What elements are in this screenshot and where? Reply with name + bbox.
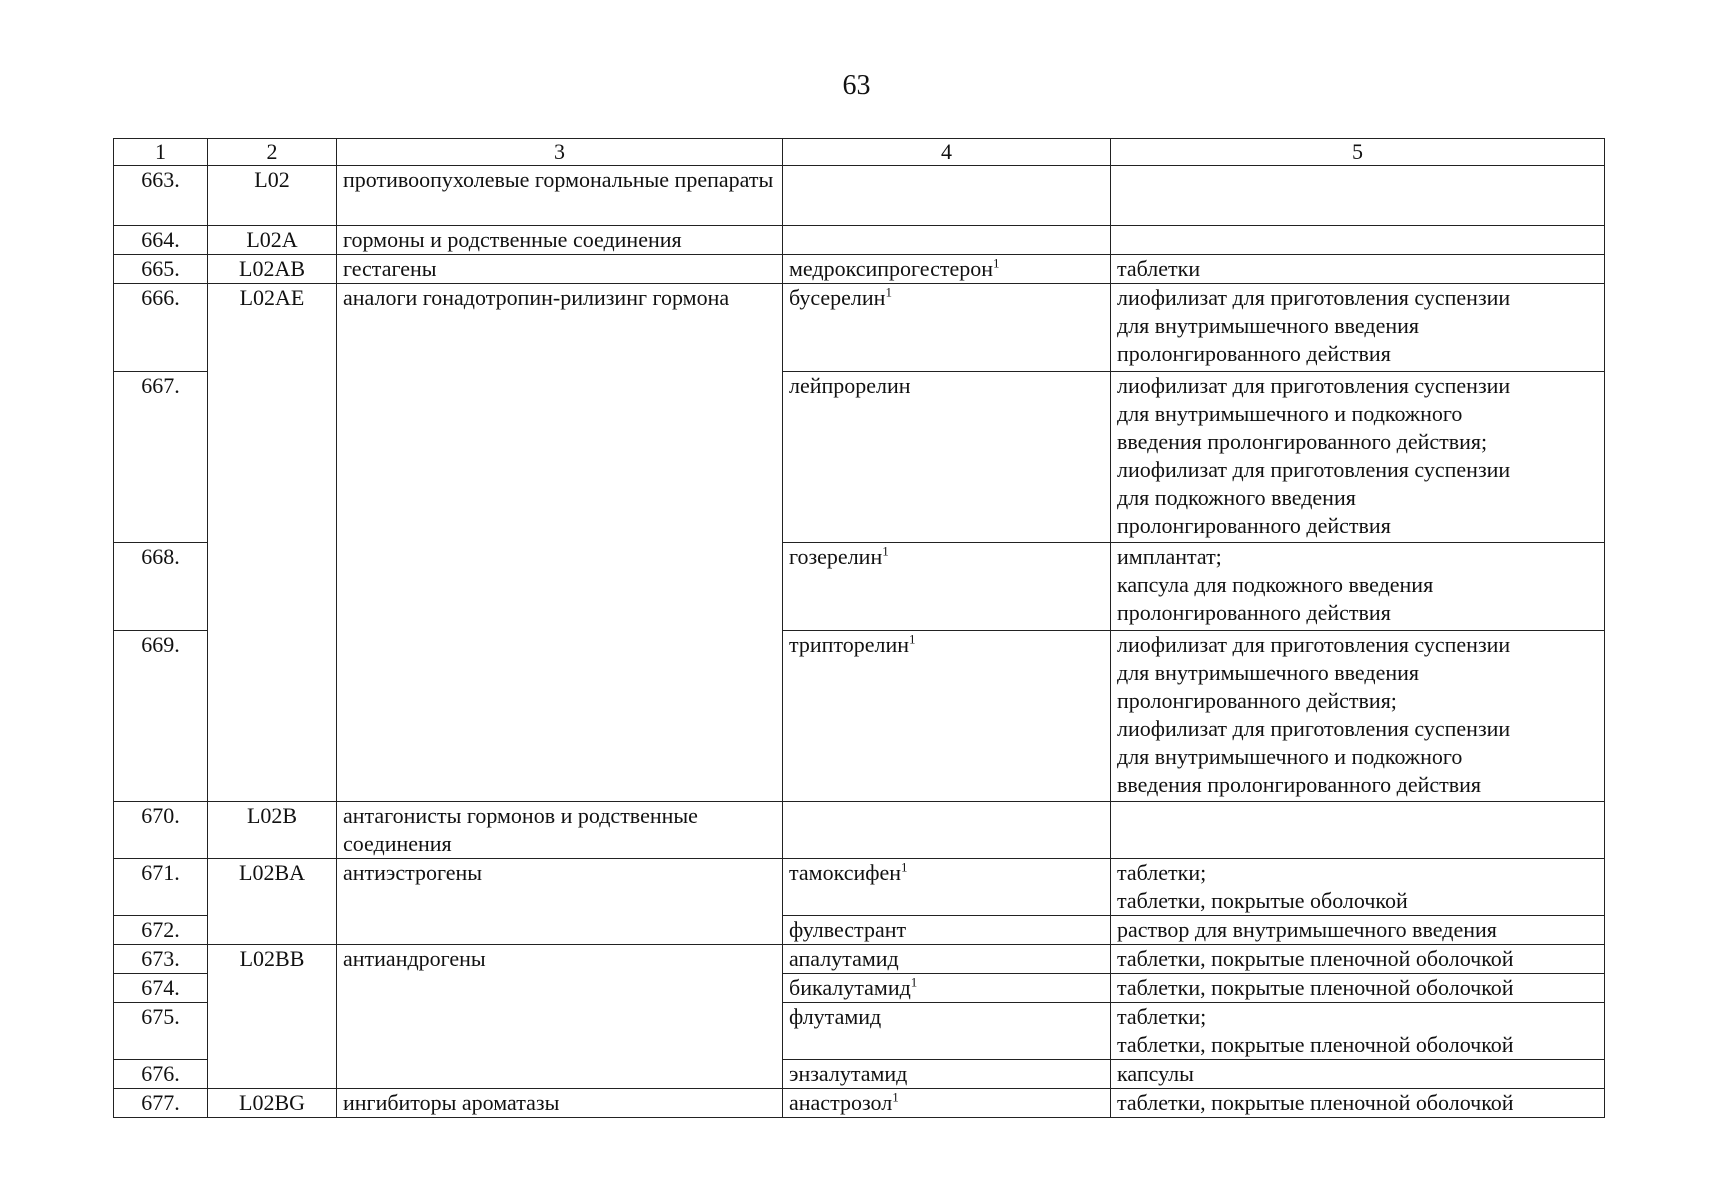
group-name: антиандрогены <box>337 945 783 1089</box>
row-number: 671. <box>114 859 208 916</box>
drug-name-text: апалутамид <box>789 946 899 971</box>
header-cell-3: 3 <box>337 139 783 166</box>
footnote-mark: 1 <box>892 1089 899 1105</box>
dosage-form: таблетки; таблетки, покрытые оболочкой <box>1111 859 1605 916</box>
dosage-form: имплантат; капсула для подкожного введения пролонгированного действия <box>1111 543 1605 631</box>
table-header-row <box>114 139 1605 166</box>
group-name: антиэстрогены <box>337 859 783 945</box>
drug-name-text: гозерелин <box>789 544 883 569</box>
drug-name-text: бикалутамид <box>789 975 911 1000</box>
drug-name <box>783 1060 1111 1089</box>
atc-code: L02AB <box>208 255 337 284</box>
drug-name-text: бусерелин <box>789 285 886 310</box>
dosage-form <box>1111 166 1605 226</box>
atc-code: L02A <box>208 226 337 255</box>
drug-name <box>783 255 1111 284</box>
row-number: 672. <box>114 916 208 945</box>
page-number: 63 <box>842 70 871 101</box>
drug-name <box>783 543 1111 631</box>
drug-name <box>783 802 1111 859</box>
atc-code: L02BG <box>208 1089 337 1118</box>
table-row <box>114 226 1605 255</box>
atc-code: L02AE <box>208 284 337 802</box>
table-row <box>114 945 1605 974</box>
atc-code: L02BA <box>208 859 337 945</box>
header-cell-4: 4 <box>783 139 1111 166</box>
drug-name <box>783 945 1111 974</box>
footnote-mark: 1 <box>882 543 889 559</box>
dosage-form: таблетки; таблетки, покрытые пленочной оболочкой <box>1111 1003 1605 1060</box>
dosage-form: таблетки <box>1111 255 1605 284</box>
dosage-form: капсулы <box>1111 1060 1605 1089</box>
row-number: 665. <box>114 255 208 284</box>
dosage-form: таблетки, покрытые пленочной оболочкой <box>1111 974 1605 1003</box>
row-number: 674. <box>114 974 208 1003</box>
drug-name <box>783 1089 1111 1118</box>
group-name: противоопухолевые гормональные препараты <box>337 166 783 226</box>
table-row <box>114 859 1605 916</box>
row-number: 669. <box>114 631 208 802</box>
group-name: ингибиторы ароматазы <box>337 1089 783 1118</box>
row-number: 677. <box>114 1089 208 1118</box>
dosage-form <box>1111 226 1605 255</box>
header-cell-1: 1 <box>114 139 208 166</box>
drug-name-text: трипторелин <box>789 632 910 657</box>
header-cell-2: 2 <box>208 139 337 166</box>
footnote-mark: 1 <box>909 631 916 647</box>
group-name: гестагены <box>337 255 783 284</box>
footnote-mark: 1 <box>910 974 918 990</box>
footnote-mark: 1 <box>885 284 892 300</box>
footnote-mark: 1 <box>993 255 1000 271</box>
drug-name <box>783 166 1111 226</box>
drug-name-text: тамоксифен <box>789 860 902 885</box>
drug-name <box>783 372 1111 543</box>
atc-code: L02BB <box>208 945 337 1089</box>
drug-table <box>113 138 1605 1118</box>
header-cell-5: 5 <box>1111 139 1605 166</box>
drug-name-text: медроксипрогестерон <box>789 256 994 281</box>
group-name: антагонисты гормонов и родственные соединения <box>337 802 783 859</box>
table-row <box>114 802 1605 859</box>
group-name: аналоги гонадотропин-рилизинг гормона <box>337 284 783 802</box>
row-number: 667. <box>114 372 208 543</box>
dosage-form: лиофилизат для приготовления суспензии для внутримышечного и подкожного введения пролонгированного действия; лиофилизат для приготовления суспензии для подкожного введения пролонгированного действия <box>1111 372 1605 543</box>
atc-code: L02B <box>208 802 337 859</box>
dosage-form <box>1111 802 1605 859</box>
drug-name-text: флутамид <box>789 1004 882 1029</box>
table-row <box>114 284 1605 372</box>
drug-name <box>783 1003 1111 1060</box>
drug-name <box>783 284 1111 372</box>
table-row <box>114 255 1605 284</box>
row-number: 676. <box>114 1060 208 1089</box>
dosage-form: таблетки, покрытые пленочной оболочкой <box>1111 945 1605 974</box>
drug-name-text: лейпрорелин <box>789 373 911 398</box>
row-number: 675. <box>114 1003 208 1060</box>
drug-name-text: анастрозол <box>789 1090 893 1115</box>
drug-name-text: энзалутамид <box>789 1061 908 1086</box>
drug-name-text: фулвестрант <box>789 917 907 942</box>
group-name: гормоны и родственные соединения <box>337 226 783 255</box>
table-row <box>114 166 1605 226</box>
drug-name <box>783 916 1111 945</box>
dosage-form: раствор для внутримышечного введения <box>1111 916 1605 945</box>
drug-name <box>783 859 1111 916</box>
row-number: 664. <box>114 226 208 255</box>
drug-name <box>783 631 1111 802</box>
dosage-form: лиофилизат для приготовления суспензии для внутримышечного введения пролонгированного действия; лиофилизат для приготовления суспензии для внутримышечного и подкожного введения пролонгированного действия <box>1111 631 1605 802</box>
table-row <box>114 1089 1605 1118</box>
drug-name <box>783 974 1111 1003</box>
row-number: 668. <box>114 543 208 631</box>
dosage-form: таблетки, покрытые пленочной оболочкой <box>1111 1089 1605 1118</box>
row-number: 663. <box>114 166 208 226</box>
dosage-form: лиофилизат для приготовления суспензии для внутримышечного введения пролонгированного действия <box>1111 284 1605 372</box>
atc-code: L02 <box>208 166 337 226</box>
row-number: 666. <box>114 284 208 372</box>
drug-name <box>783 226 1111 255</box>
row-number: 673. <box>114 945 208 974</box>
footnote-mark: 1 <box>901 859 908 875</box>
row-number: 670. <box>114 802 208 859</box>
